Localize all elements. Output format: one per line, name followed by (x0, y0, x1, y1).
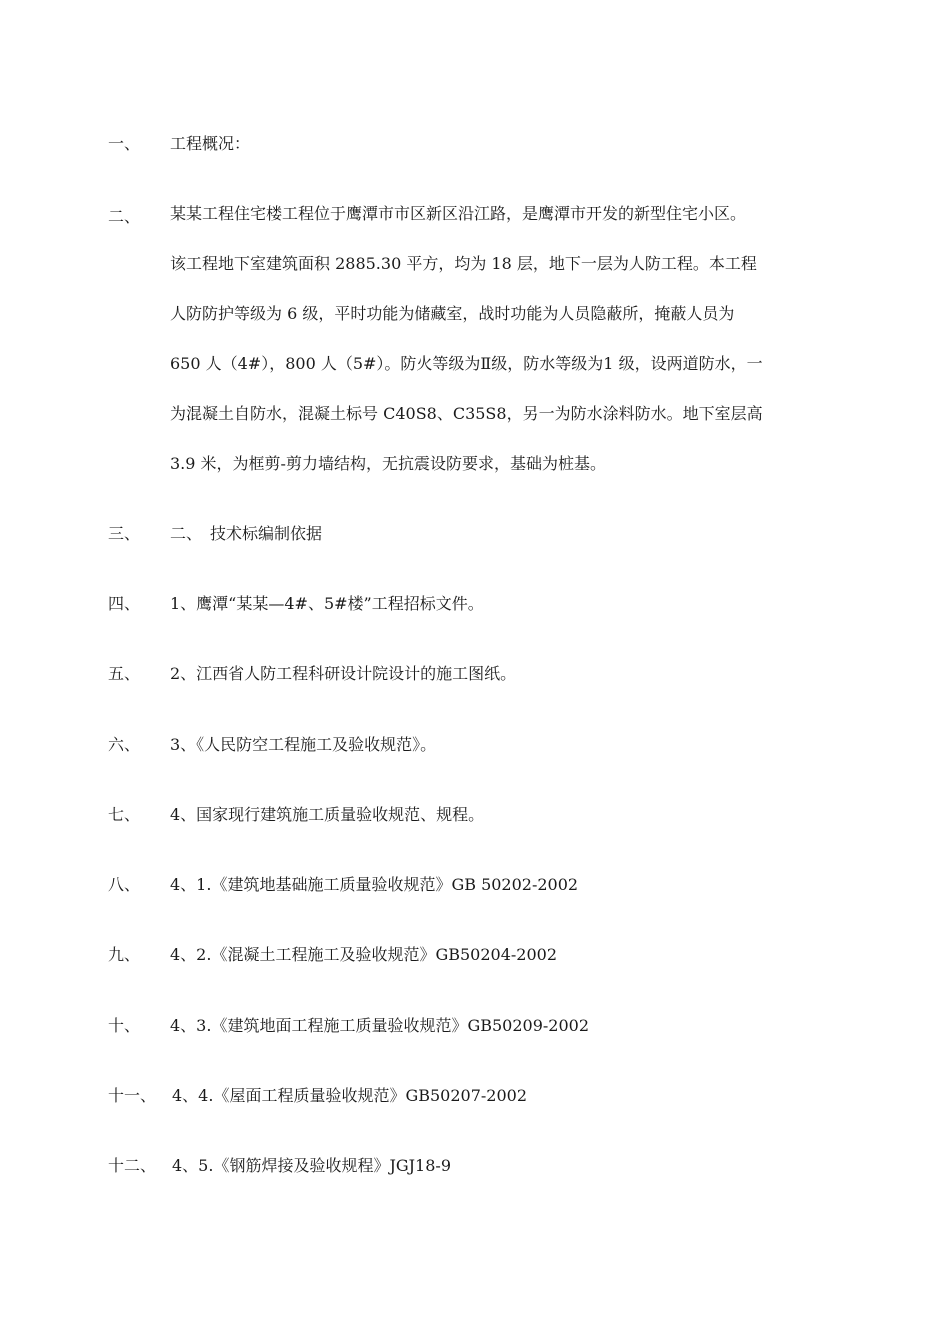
list-number: 十一、 (108, 1086, 157, 1105)
paragraph-line: 为混凝土自防水，混凝土标号 C40S8、C35S8，另一为防水涂料防水。地下室层高 (170, 404, 763, 423)
list-text: 2、江西省人防工程科研设计院设计的施工图纸。 (170, 664, 517, 683)
list-text: 4、4.《屋面工程质量验收规范》GB50207-2002 (172, 1086, 528, 1105)
list-number: 九、 (108, 945, 141, 964)
paragraph-line: 650 人（4#），800 人（5#）。防火等级为Ⅱ级，防水等级为1 级，设两道防水，一 (170, 354, 763, 373)
list-number: 一、 (108, 134, 141, 153)
paragraph-line: 某某工程住宅楼工程位于鹰潭市市区新区沿江路，是鹰潭市开发的新型住宅小区。 (170, 204, 747, 223)
list-text: 二、 技术标编制依据 (170, 524, 323, 543)
list-text: 3、《人民防空工程施工及验收规范》。 (170, 735, 437, 754)
list-number: 十、 (108, 1016, 141, 1035)
paragraph-body (170, 202, 850, 502)
paragraph-line: 人防防护等级为 6 级，平时功能为储藏室，战时功能为人员隐蔽所，掩蔽人员为 (170, 304, 735, 323)
list-number: 二、 (108, 207, 141, 226)
list-text: 4、国家现行建筑施工质量验收规范、规程。 (170, 805, 485, 824)
list-text: 4、3.《建筑地面工程施工质量验收规范》GB50209-2002 (170, 1016, 590, 1035)
list-text: 1、鹰潭“某某—4#、5#楼”工程招标文件。 (170, 594, 484, 613)
list-text: 4、1.《建筑地基础施工质量验收规范》GB 50202-2002 (170, 875, 579, 894)
list-number: 四、 (108, 594, 141, 613)
list-number: 十二、 (108, 1156, 157, 1175)
paragraph-line: 3.9 米，为框剪-剪力墙结构，无抗震设防要求，基础为桩基。 (170, 454, 606, 473)
list-text: 工程概况： (170, 134, 251, 153)
paragraph-line: 该工程地下室建筑面积 2885.30 平方，均为 18 层，地下一层为人防工程。本工程 (170, 254, 757, 273)
list-number: 六、 (108, 735, 141, 754)
list-text: 4、2.《混凝土工程施工及验收规范》GB50204-2002 (170, 945, 558, 964)
list-number: 八、 (108, 875, 141, 894)
list-number: 三、 (108, 524, 141, 543)
list-text: 4、5.《钢筋焊接及验收规程》JGJ18-9 (172, 1156, 452, 1175)
list-number: 五、 (108, 664, 141, 683)
list-number: 七、 (108, 805, 141, 824)
